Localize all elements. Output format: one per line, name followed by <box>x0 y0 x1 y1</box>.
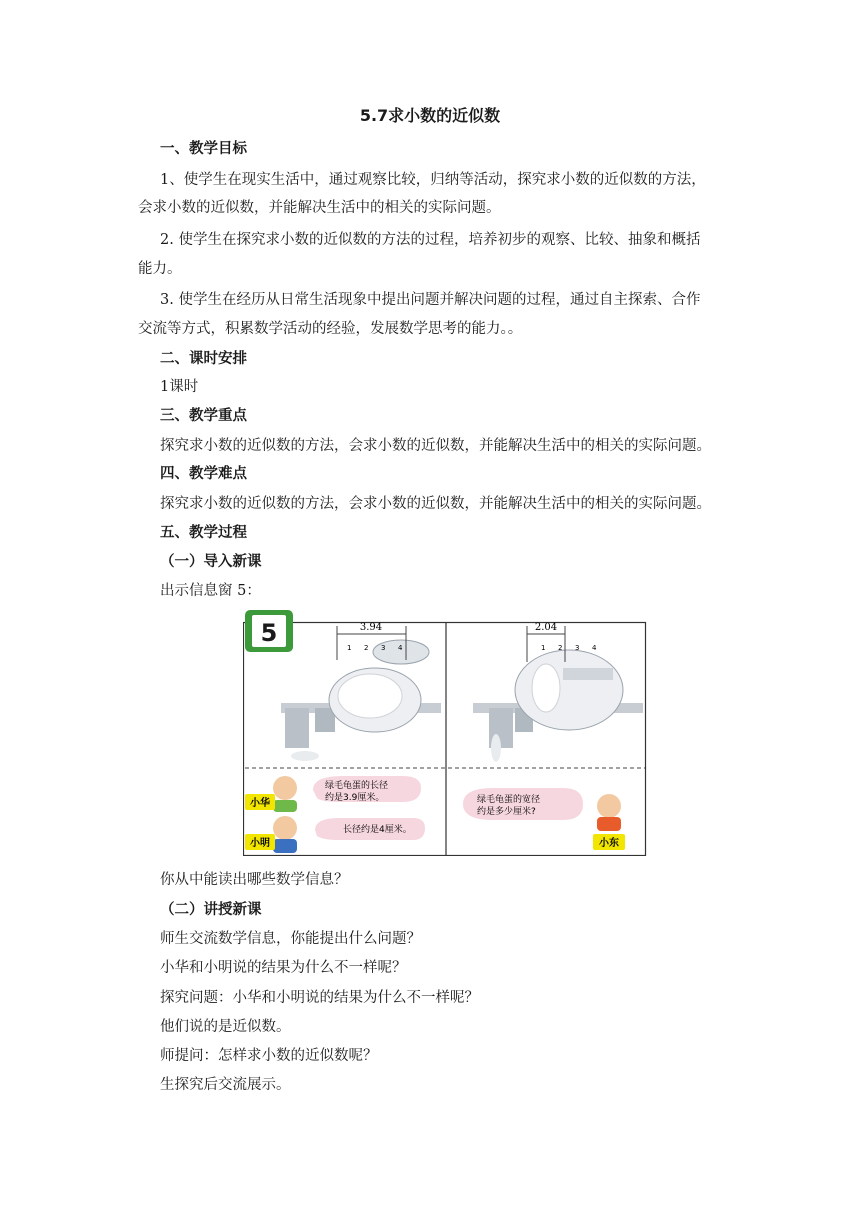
name-tag-xiaohua: 小华 <box>250 798 270 809</box>
heading-difficulties: 四、教学难点 <box>160 466 247 482</box>
key-points-text: 探究求小数的近似数的方法，会求小数的近似数，并能解决生活中的相关的实际问题。 <box>160 438 711 454</box>
goal-1-line-1: 1、使学生在现实生活中，通过观察比较，归纳等活动，探究求小数的近似数的方法， <box>160 172 706 188</box>
goal-3-line-1: 3. 使学生在经历从日常生活现象中提出问题并解决问题的过程，通过自主探索、合作 <box>160 292 701 308</box>
name-tag-xiaodong: 小东 <box>599 838 619 849</box>
difficulties-text: 探究求小数的近似数的方法，会求小数的近似数，并能解决生活中的相关的实际问题。 <box>160 496 711 512</box>
scale-label: 1 <box>347 644 352 652</box>
window-number: 5 <box>260 619 278 647</box>
process-line-1: 师生交流数学信息，你能提出什么问题？ <box>160 931 421 947</box>
window-number-icon <box>245 610 293 652</box>
question-text: 你从中能读出哪些数学信息？ <box>160 872 349 888</box>
process-line-4: 他们说的是近似数。 <box>160 1019 291 1035</box>
scale-label: 2 <box>558 644 563 652</box>
scale-label: 1 <box>541 644 546 652</box>
heading-key-points: 三、教学重点 <box>160 408 247 424</box>
bubble-xiaohua-line-2: 约是3.9厘米。 <box>325 793 385 803</box>
left-measure-label: 3.94 <box>359 622 383 633</box>
scale-label: 3 <box>575 644 580 652</box>
scale-label: 4 <box>398 644 403 652</box>
process-line-3: 探究问题：小华和小明说的结果为什么不一样呢？ <box>160 990 479 1006</box>
scale-label: 2 <box>364 644 369 652</box>
name-tag-xiaoming: 小明 <box>250 838 270 849</box>
process-line-6: 生探究后交流展示。 <box>160 1077 291 1093</box>
bubble-xiaoming: 长径约是4厘米。 <box>343 825 412 835</box>
right-measure-label: 2.04 <box>534 622 558 633</box>
process-line-2: 小华和小明说的结果为什么不一样呢？ <box>160 960 407 976</box>
bubble-xiaodong-line-1: 绿毛龟蛋的宽径 <box>477 795 541 805</box>
heading-new-lesson: （二）讲授新课 <box>160 902 262 918</box>
heading-intro: （一）导入新课 <box>160 554 262 570</box>
goal-2-line-1: 2. 使学生在探究求小数的近似数的方法的过程，培养初步的观察、比较、抽象和概括 <box>160 232 701 248</box>
goal-1-line-2: 会求小数的近似数，并能解决生活中的相关的实际问题。 <box>138 200 501 216</box>
show-info-window-text: 出示信息窗 5： <box>160 583 261 599</box>
bubble-xiaohua-line-1: 绿毛龟蛋的长径 <box>325 781 389 791</box>
class-hours-text: 1课时 <box>160 379 199 395</box>
heading-teaching-process: 五、教学过程 <box>160 525 247 541</box>
goal-2-line-2: 能力。 <box>138 261 182 277</box>
heading-class-hours: 二、课时安排 <box>160 351 247 367</box>
document-title: 5.7求小数的近似数 <box>359 106 501 125</box>
scale-label: 4 <box>592 644 597 652</box>
process-line-5: 师提问：怎样求小数的近似数呢？ <box>160 1048 378 1064</box>
goal-3-line-2: 交流等方式，积累数学活动的经验，发展数学思考的能力。。 <box>138 321 523 337</box>
heading-teaching-goals: 一、教学目标 <box>160 141 247 157</box>
scale-label: 3 <box>381 644 386 652</box>
info-window-figure <box>243 608 647 856</box>
bubble-xiaodong-line-2: 约是多少厘米? <box>477 807 536 817</box>
